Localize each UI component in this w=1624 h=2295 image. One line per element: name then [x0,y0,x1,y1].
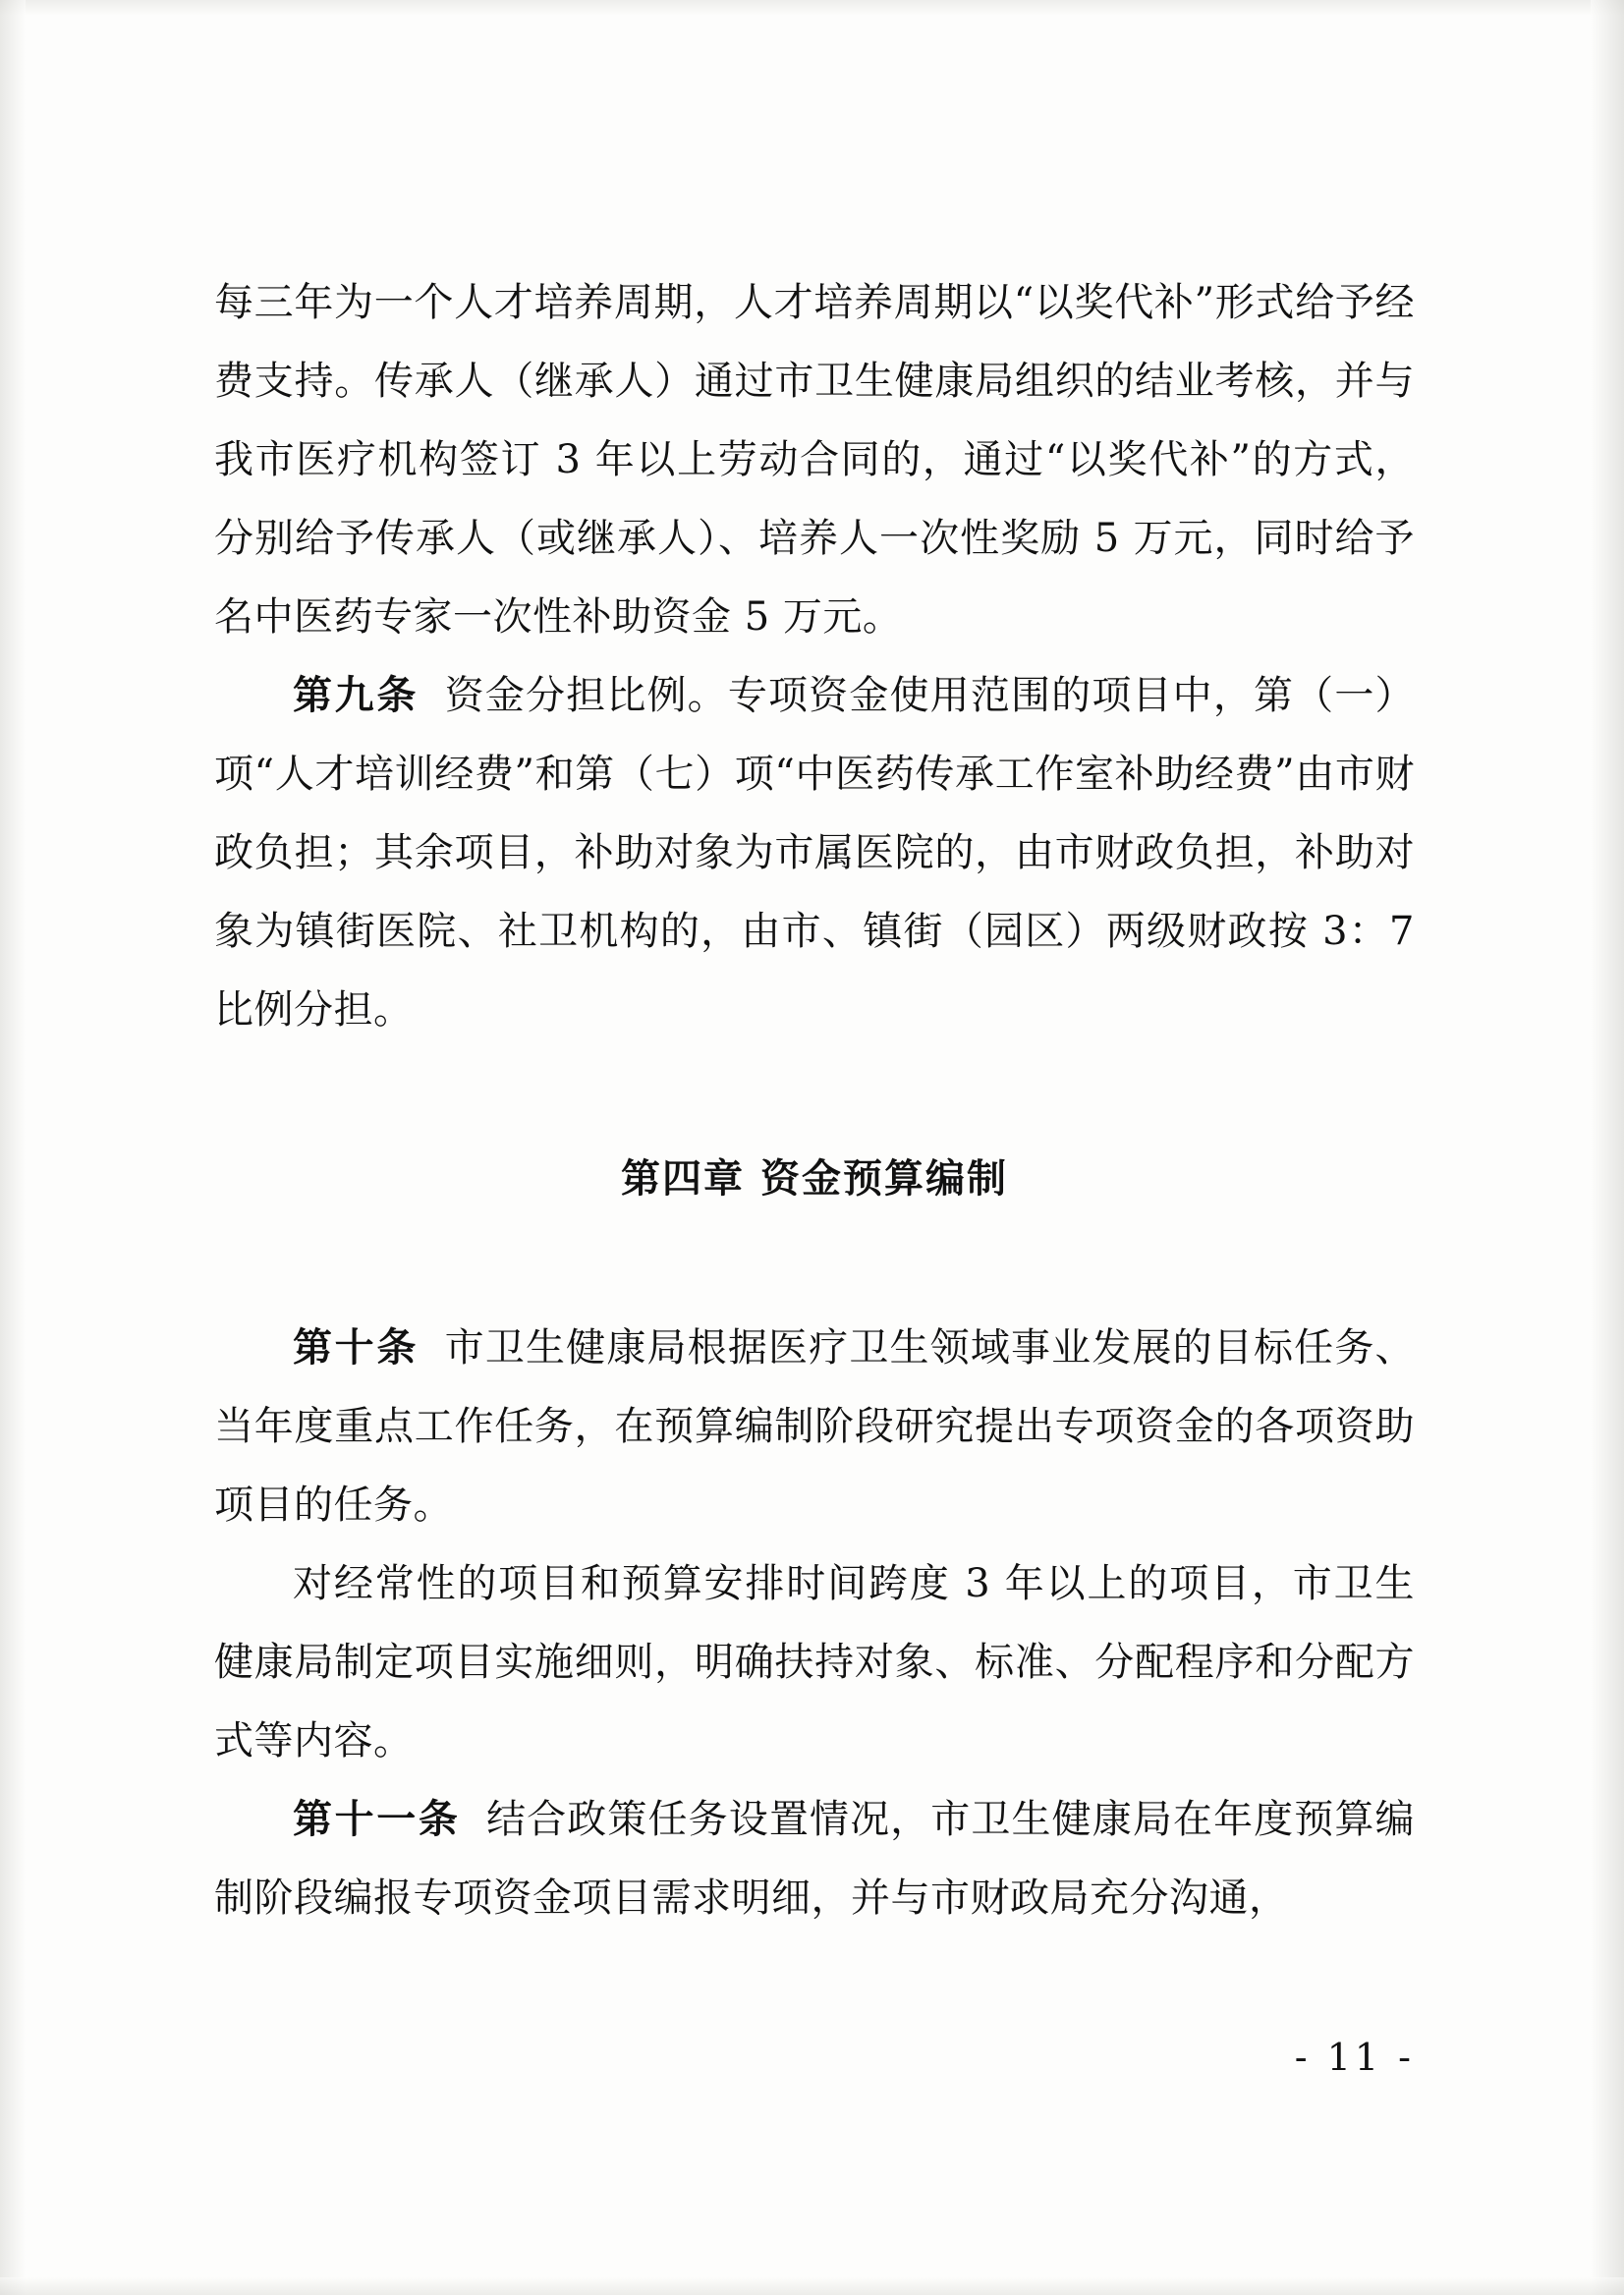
paragraph-article-nine [214,656,1415,1049]
article-label-ten: 第十条 [293,1324,419,1371]
document-body [214,263,1415,1937]
paragraph-article-ten [214,1309,1415,1544]
article-label-eleven: 第十一条 [293,1796,461,1842]
scan-edge-right [1591,0,1624,2295]
paragraph-text: 对经常性的项目和预算安排时间跨度 3 年以上的项目，市卫生健康局制定项目实施细则，明确扶持对象、标准、分配程序和分配方式等内容。 [214,1561,1415,1763]
scan-edge-left [0,0,26,2295]
paragraph-text: 市卫生健康局根据医疗卫生领域事业发展的目标任务、当年度重点工作任务，在预算编制阶段研究提出专项资金的各项资助项目的任务。 [214,1325,1415,1528]
paragraph-article-eleven [214,1780,1415,1937]
paragraph-text: 资金分担比例。专项资金使用范围的项目中，第（一）项“人才培训经费”和第（七）项“中医药传承工作室补助经费”由市财政负担；其余项目，补助对象为市属医院的，由市财政负担，补助对象为镇街医院、社卫机构的，由市、镇街（园区）两级财政按 3：7 比例分担。 [214,673,1415,1033]
paragraph-recurring-projects [214,1544,1415,1780]
paragraph-text: 每三年为一个人才培养周期，人才培养周期以“以奖代补”形式给予经费支持。传承人（继承人）通过市卫生健康局组织的结业考核，并与我市医疗机构签订 3 年以上劳动合同的，通过“以奖代补”的方式，分别给予传承人（或继承人）、培养人一次性奖励 5 万元，同时给予名中医药专家一次性补助资金 5 万元。 [214,280,1415,640]
chapter-heading-four: 第四章 资金预算编制 [621,1155,1008,1202]
scan-edge-top [0,0,1624,16]
article-label-nine: 第九条 [293,672,419,718]
paragraph-article-eight-continued [214,263,1415,656]
paragraph-text: 结合政策任务设置情况，市卫生健康局在年度预算编制阶段编报专项资金项目需求明细，并与市财政局充分沟通， [214,1797,1416,1921]
page-number: - 11 - [1294,2036,1415,2079]
scan-edge-bottom [0,2277,1624,2295]
